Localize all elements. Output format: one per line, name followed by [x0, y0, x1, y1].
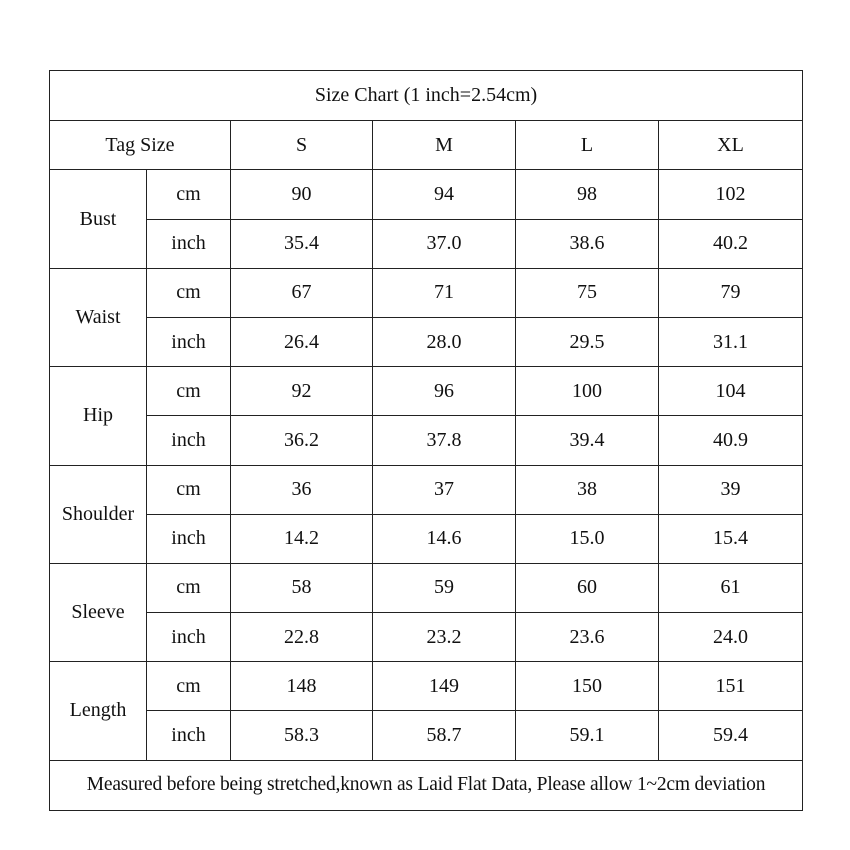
value-cell: 151: [659, 662, 803, 711]
value-cell: 149: [373, 662, 516, 711]
value-cell: 38.6: [516, 219, 659, 268]
measurement-row: [50, 367, 803, 416]
value-cell: 61: [659, 563, 803, 612]
note-row: [50, 760, 803, 810]
deviation-note: Measured before being stretched,known as Laid Flat Data, Please allow 1~2cm deviation: [50, 760, 803, 810]
value-cell: 60: [516, 563, 659, 612]
value-cell: 150: [516, 662, 659, 711]
value-cell: 148: [231, 662, 373, 711]
value-cell: 15.0: [516, 514, 659, 563]
size-header-xl: XL: [659, 121, 803, 170]
size-header-s: S: [231, 121, 373, 170]
value-cell: 24.0: [659, 613, 803, 662]
value-cell: 37.0: [373, 219, 516, 268]
unit-cell: inch: [147, 514, 231, 563]
title-row: [50, 71, 803, 121]
unit-cell: cm: [147, 563, 231, 612]
value-cell: 71: [373, 268, 516, 317]
unit-cell: cm: [147, 465, 231, 514]
value-cell: 31.1: [659, 317, 803, 366]
measurement-row: [50, 613, 803, 662]
value-cell: 59: [373, 563, 516, 612]
measurement-name: Hip: [50, 367, 147, 465]
measurement-row: [50, 563, 803, 612]
unit-cell: inch: [147, 613, 231, 662]
unit-cell: inch: [147, 711, 231, 760]
value-cell: 94: [373, 170, 516, 219]
measurement-name: Bust: [50, 170, 147, 268]
unit-cell: inch: [147, 416, 231, 465]
unit-cell: cm: [147, 367, 231, 416]
measurement-row: [50, 170, 803, 219]
measurement-row: [50, 219, 803, 268]
measurement-row: [50, 711, 803, 760]
value-cell: 23.6: [516, 613, 659, 662]
value-cell: 29.5: [516, 317, 659, 366]
value-cell: 14.2: [231, 514, 373, 563]
measurement-row: [50, 465, 803, 514]
measurement-row: [50, 514, 803, 563]
value-cell: 23.2: [373, 613, 516, 662]
unit-cell: inch: [147, 317, 231, 366]
value-cell: 92: [231, 367, 373, 416]
value-cell: 22.8: [231, 613, 373, 662]
unit-cell: cm: [147, 662, 231, 711]
header-row: [50, 121, 803, 170]
value-cell: 58.7: [373, 711, 516, 760]
measurement-name: Shoulder: [50, 465, 147, 563]
value-cell: 40.9: [659, 416, 803, 465]
unit-cell: cm: [147, 268, 231, 317]
size-chart-table: [49, 70, 803, 811]
value-cell: 90: [231, 170, 373, 219]
value-cell: 79: [659, 268, 803, 317]
size-header-l: L: [516, 121, 659, 170]
value-cell: 98: [516, 170, 659, 219]
value-cell: 35.4: [231, 219, 373, 268]
value-cell: 37: [373, 465, 516, 514]
value-cell: 36.2: [231, 416, 373, 465]
tag-size-label: Tag Size: [50, 121, 231, 170]
value-cell: 26.4: [231, 317, 373, 366]
value-cell: 59.4: [659, 711, 803, 760]
value-cell: 14.6: [373, 514, 516, 563]
chart-title: Size Chart (1 inch=2.54cm): [50, 71, 803, 121]
value-cell: 39.4: [516, 416, 659, 465]
value-cell: 75: [516, 268, 659, 317]
value-cell: 39: [659, 465, 803, 514]
value-cell: 59.1: [516, 711, 659, 760]
measurement-row: [50, 416, 803, 465]
value-cell: 38: [516, 465, 659, 514]
unit-cell: cm: [147, 170, 231, 219]
value-cell: 100: [516, 367, 659, 416]
value-cell: 40.2: [659, 219, 803, 268]
value-cell: 36: [231, 465, 373, 514]
value-cell: 104: [659, 367, 803, 416]
measurement-name: Sleeve: [50, 563, 147, 661]
unit-cell: inch: [147, 219, 231, 268]
measurement-row: [50, 317, 803, 366]
measurement-row: [50, 268, 803, 317]
measurement-name: Length: [50, 662, 147, 760]
value-cell: 28.0: [373, 317, 516, 366]
value-cell: 58.3: [231, 711, 373, 760]
measurement-row: [50, 662, 803, 711]
value-cell: 102: [659, 170, 803, 219]
value-cell: 37.8: [373, 416, 516, 465]
measurement-name: Waist: [50, 268, 147, 366]
value-cell: 58: [231, 563, 373, 612]
value-cell: 96: [373, 367, 516, 416]
value-cell: 15.4: [659, 514, 803, 563]
size-header-m: M: [373, 121, 516, 170]
value-cell: 67: [231, 268, 373, 317]
